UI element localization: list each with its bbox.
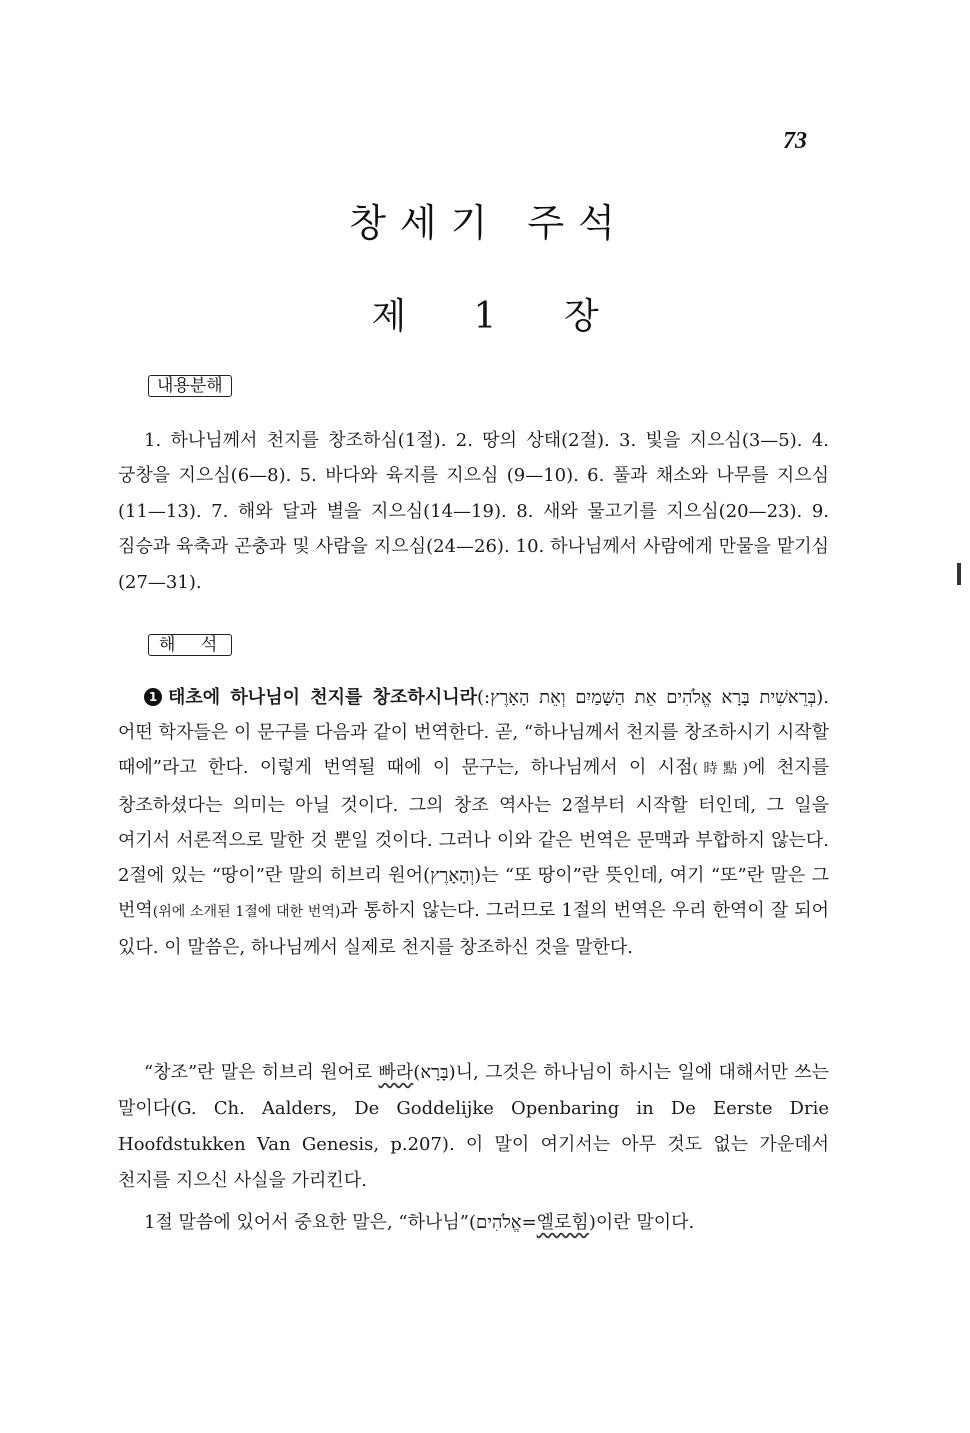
transliteration: 빠라 xyxy=(378,1062,414,1083)
paragraph-text: )이란 말이다. xyxy=(588,1212,695,1233)
verse-number-badge: 1 xyxy=(144,688,162,706)
paragraph-text: 1절 말씀에 있어서 중요한 말은, “하나님”( xyxy=(144,1212,477,1233)
hebrew-text: וְהָאָרֶץ xyxy=(430,865,475,887)
page-number: 73 xyxy=(783,128,807,154)
paragraph-text: “창조”란 말은 히브리 원어로 xyxy=(144,1062,379,1083)
hebrew-text: (בְּרֵאשִׁית בָּרָא אֱלֹהִים אֵת הַשָּׁמַיִם וְאֵת הָאָרֶץ:) xyxy=(477,687,824,708)
verse-text: 태초에 하나님이 천지를 창조하시니라 xyxy=(168,687,477,708)
section-label-commentary: 해 석 xyxy=(148,634,232,656)
commentary-paragraph-1 xyxy=(118,680,829,966)
paragraph-text: = xyxy=(521,1212,537,1233)
outline-paragraph: 1. 하나님께서 천지를 창조하심(1절). 2. 땅의 상태(2절). 3. 빛을 지으심(3—5). 4. 궁창을 지으심(6—8). 5. 바다와 육지를 지으심 (9—10). 6. 풀과 채소와 나무를 지으심(11—13). 7. 해와 달과 별을 지으심(14—19). 8. 새와 물고기를 지으심(20—23). 9. 짐승과 육축과 곤충과 및 사람을 지으심(24—26). 10. 하나님께서 사람에게 만물을 맡기심(27—31). xyxy=(118,430,829,593)
paragraph-text: . 어떤 학자들은 이 문구를 다음과 같이 번역한다. 곧, “하나님께서 천지를 창조하시기 시작할 때에”라고 한다. 이렇게 번역될 때에 이 문구는, 하나님께서 이 시점 xyxy=(118,687,829,779)
chapter-heading: 제 1 장 xyxy=(371,296,627,337)
hanja-note: (時點) xyxy=(692,761,749,778)
paragraph-text: 에 천지를 창조하셨다는 의미는 아닐 것이다. 그의 창조 역사는 2절부터 시작할 터인데, 그 일을 여기서 서론적으로 말한 것 뿐일 것이다. 그러나 이와 같은 번역은 문맥과 부합하지 않는다. 2절에 있는 “땅이”란 말의 히브리 원어( xyxy=(118,757,829,887)
hebrew-text: (בָּרָא) xyxy=(413,1062,456,1083)
margin-mark xyxy=(957,563,961,585)
transliteration: 엘로힘 xyxy=(536,1212,589,1233)
paragraph-text: )는 “또 땅이”란 뜻인데, 여기 “또”란 말은 그 번역 xyxy=(118,865,829,922)
paragraph-text: 과 통하지 않는다. 그러므로 1절의 번역은 우리 한역이 잘 되어 있다. 이 말씀은, 하나님께서 실제로 천지를 창조하신 것을 말한다. xyxy=(118,900,829,959)
section-label-outline: 내용분해 xyxy=(148,375,232,397)
inline-note: (위에 소개된 1절에 대한 번역) xyxy=(152,904,341,921)
paragraph-text: 니, 그것은 하나님이 하시는 일에 대해서만 쓰는 말이다(G. Ch. Aalders, De Goddelijke Openbaring in De Eerste Drie Hoofdstukken Van Genesis, p.207). 이 말이 여기서는 아무 것도 없는 가운데서 천지를 지으신 사실을 가리킨다. xyxy=(118,1062,830,1191)
commentary-paragraph-3 xyxy=(118,1205,829,1240)
hebrew-text: אֱלֹהִים xyxy=(476,1212,522,1233)
book-title: 창세기 주석 xyxy=(349,201,629,245)
commentary-paragraph-2 xyxy=(118,1055,829,1199)
